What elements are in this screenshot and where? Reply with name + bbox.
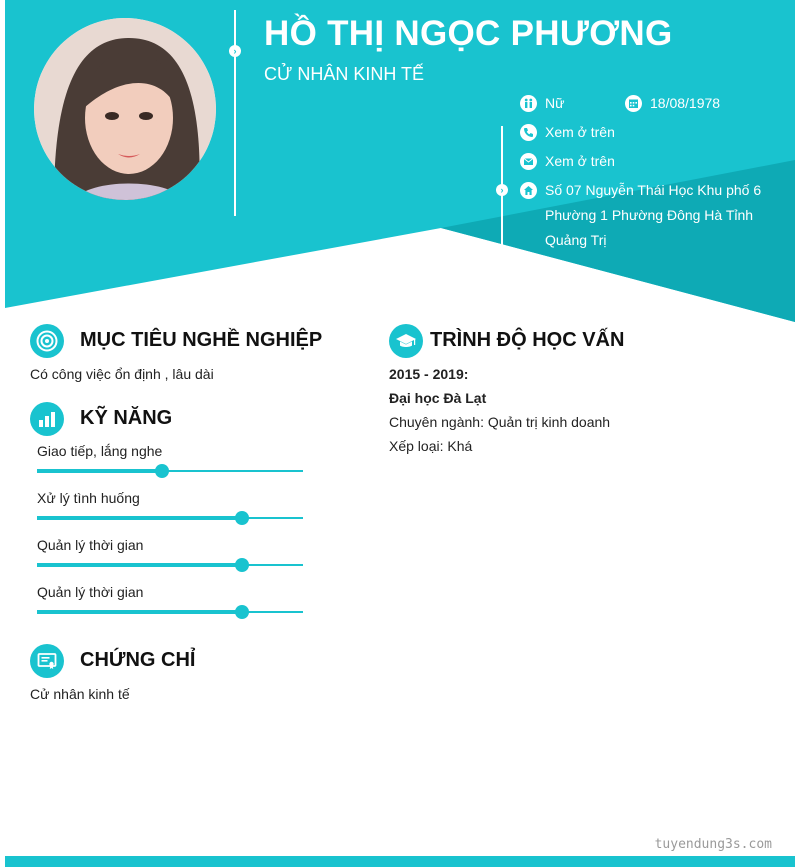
skill-bar-fill [37,469,162,473]
footer-bar [5,856,795,867]
address-line-2: Phường 1 Phường Đông Hà Tỉnh [545,207,754,223]
skill-label: Quản lý thời gian [37,537,144,553]
skill-bar [37,470,303,472]
target-icon [30,324,64,358]
email-row [520,149,615,174]
calendar-icon [625,95,642,112]
watermark: tuyendung3s.com [654,837,772,852]
candidate-name: HỒ THỊ NGỌC PHƯƠNG [264,14,673,53]
phone-value: Xem ở trên [545,124,615,140]
address-line-1: Số 07 Nguyễn Thái Học Khu phố 6 [545,182,762,198]
objective-heading: MỤC TIÊU NGHỀ NGHIỆP [80,329,323,351]
education-school: Đại học Đà Lạt [389,390,487,406]
header-divider [234,10,236,216]
avatar [34,18,216,200]
education-period: 2015 - 2019: [389,366,469,382]
skills-heading: KỸ NĂNG [80,407,173,429]
email-value: Xem ở trên [545,153,615,169]
education-heading: TRÌNH ĐỘ HỌC VẤN [430,329,625,351]
skill-bar-fill [37,563,242,567]
skill-bar [37,517,303,519]
skill-bar-fill [37,610,242,614]
skill-label: Xử lý tình huống [37,490,140,506]
skill-bar-knob [235,511,249,525]
certificates-text: Cử nhân kinh tế [30,686,130,702]
skill-bar [37,564,303,566]
skill-bar-knob [235,605,249,619]
address-value [545,178,761,253]
chevron-right-icon: › [496,184,508,196]
gender-icon [520,95,537,112]
skill-label: Giao tiếp, lắng nghe [37,443,163,459]
bar-chart-icon [30,402,64,436]
home-icon [520,182,537,199]
phone-row [520,120,615,145]
birthdate-value: 18/08/1978 [650,95,721,111]
graduation-cap-icon [389,324,423,358]
skill-bar-knob [155,464,169,478]
candidate-title: CỬ NHÂN KINH TẾ [264,64,425,84]
objective-text: Có công việc ổn định , lâu dài [30,366,214,382]
education-major: Chuyên ngành: Quản trị kinh doanh [389,414,611,430]
skill-bar-fill [37,516,242,520]
skill-bar [37,611,303,613]
chevron-right-icon: › [229,45,241,57]
phone-icon [520,124,537,141]
skill-bar-knob [235,558,249,572]
address-row [520,178,761,253]
email-icon [520,153,537,170]
certificate-icon [30,644,64,678]
gender-value: Nữ [545,95,565,111]
education-grade: Xếp loại: Khá [389,438,473,454]
birthdate-row [625,91,720,116]
gender-row [520,91,564,116]
certificates-heading: CHỨNG CHỈ [80,649,196,671]
skill-label: Quản lý thời gian [37,584,144,600]
address-line-3: Quảng Trị [545,232,607,248]
